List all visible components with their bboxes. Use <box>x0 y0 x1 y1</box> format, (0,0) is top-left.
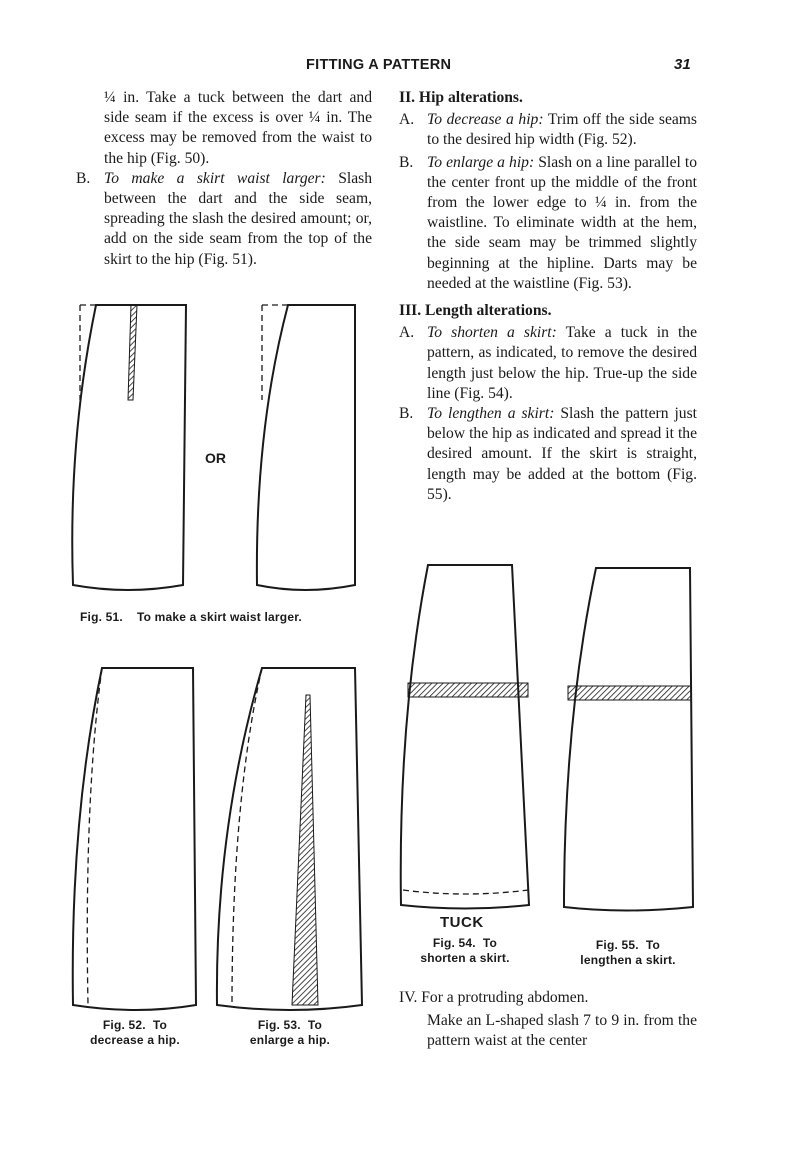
caption-text: To make a skirt waist larger. <box>136 610 302 624</box>
item-lead: To enlarge a hip: <box>427 153 535 171</box>
page-number: 31 <box>674 56 691 73</box>
caption-text: decrease a hip. <box>90 1033 180 1047</box>
item-label: B. <box>399 153 414 171</box>
section-iv-text: Make an L-shaped slash 7 to 9 in. from the pattern waist at the center <box>427 1012 697 1050</box>
caption-word: To <box>645 938 661 952</box>
section-iii-heading: III. Length alterations. <box>399 302 552 320</box>
fig-53-skirt-enlarge-hip <box>217 668 362 1010</box>
section-iv-heading: IV. For a protruding abdomen. <box>399 989 589 1006</box>
caption-word: To <box>307 1018 323 1032</box>
fig-51-skirt-added-side <box>257 305 355 590</box>
fig-51-skirt-slashed <box>72 305 186 590</box>
caption-label: Fig. 52. <box>102 1018 146 1032</box>
caption-label: Fig. 53. <box>257 1018 301 1032</box>
fig-52-skirt-decrease-hip <box>73 668 196 1010</box>
caption-label: Fig. 55. <box>595 938 639 952</box>
caption-label: Fig. 54. <box>432 936 476 950</box>
item-lead: To shorten a skirt: <box>427 324 557 342</box>
section-ii-heading: II. Hip alterations. <box>399 89 523 106</box>
continuation-paragraph: ¼ in. Take a tuck between the dart and side seam if the excess is over ¼ in. The excess may be removed from the waist to the hip (Fig. 50). <box>104 89 372 167</box>
item-text: Slash between the dart and the side seam, spreading the slash the desired amount; or, add on the side seam from the top of the skirt to the hip (Fig. 51). <box>104 169 372 268</box>
caption-text: enlarge a hip. <box>249 1033 331 1047</box>
caption-label: Fig. 51. <box>80 610 123 624</box>
running-header-title: FITTING A PATTERN <box>306 57 452 73</box>
item-text: Take a tuck in the pattern, as indicated, to remove the desired length just below the hip. True-up the side line (Fig. 54). <box>427 324 698 402</box>
item-text: Slash the pattern just below the hip as indicated and spread it the desired amount. If the skirt is straight, length may be added at the bottom (Fig. 55). <box>427 405 698 503</box>
caption-word: To <box>152 1018 168 1032</box>
caption-text: lengthen a skirt. <box>580 953 676 967</box>
item-lead: To make a skirt waist larger: <box>104 169 326 187</box>
item-label: A. <box>399 324 415 342</box>
fig-51-caption <box>80 610 302 624</box>
item-lead: To decrease a hip: <box>427 111 544 129</box>
fig-55-caption <box>562 938 694 968</box>
fig-52-caption <box>70 1018 200 1048</box>
fig-53-caption <box>228 1018 352 1048</box>
item-label: B. <box>76 169 91 187</box>
item-label: B. <box>399 405 414 423</box>
item-label: A. <box>399 111 415 129</box>
item-lead: To lengthen a skirt: <box>427 405 555 423</box>
caption-text: shorten a skirt. <box>420 951 510 965</box>
fig-54-tuck-label: TUCK <box>440 914 484 931</box>
fig-54-skirt-tuck <box>401 565 529 909</box>
item-text: Slash on a line parallel to the center front up the middle of the front from the lower edge to ¼ in. from the waistline. To eliminate width at the hem, the side seam may be trimmed slightly beginning at the hipline. Darts may be needed at the waistline (Fig. 53). <box>427 153 697 292</box>
item-text: Trim off the side seams to the desired hip width (Fig. 52). <box>427 111 697 149</box>
fig-55-skirt-lengthen <box>564 568 693 911</box>
fig-51-or-label: OR <box>205 450 226 466</box>
fig-54-caption <box>405 936 525 966</box>
caption-word: To <box>482 936 498 950</box>
